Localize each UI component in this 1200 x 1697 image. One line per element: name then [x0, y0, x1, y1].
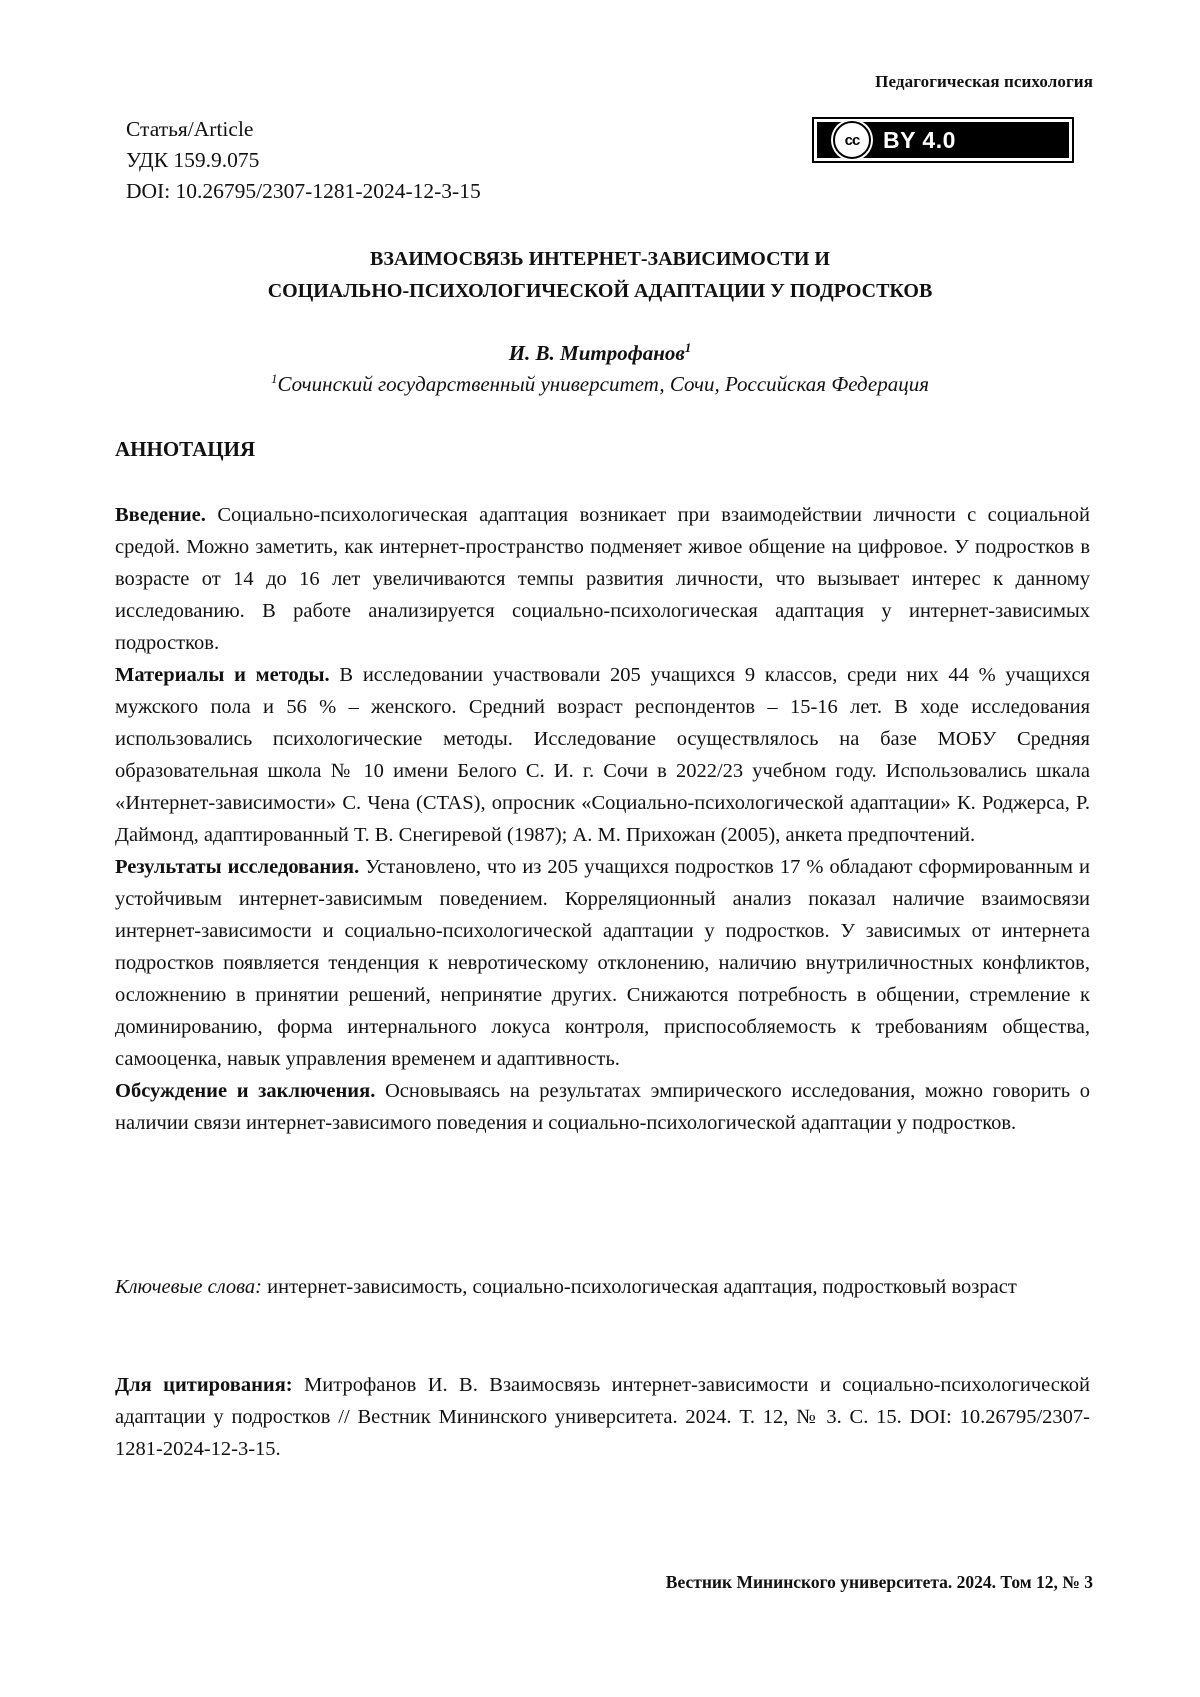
abstract-introduction — [115, 499, 1090, 659]
citation-label: Для цитирования: — [115, 1374, 293, 1396]
udc-code: УДК 159.9.075 — [126, 145, 481, 176]
citation-text: Митрофанов И. В. Взаимосвязь интернет-зависимости и социально-психологической адаптации у подростков // Вестник Мининского университета. 2024. Т. 12, № 3. С. 15. DOI: 10.26795/2307-1281-2024-12-3-15. — [115, 1374, 1090, 1460]
author — [110, 341, 1090, 366]
keywords — [115, 1271, 1090, 1303]
abstract-body — [115, 499, 1090, 1139]
license-text: BY 4.0 — [883, 127, 956, 154]
author-superscript: 1 — [685, 340, 692, 355]
author-name: И. В. Митрофанов — [509, 341, 685, 365]
title-line-2: СОЦИАЛЬНО-ПСИХОЛОГИЧЕСКОЙ АДАПТАЦИИ У ПОДРОСТКОВ — [110, 275, 1090, 307]
affiliation — [110, 372, 1090, 397]
discussion-text: Основываясь на результатах эмпирического исследования, можно говорить о наличии связи интернет-зависимого поведения и социально-психологической адаптации у подростков. — [115, 1080, 1090, 1134]
doi: DOI: 10.26795/2307-1281-2024-12-3-15 — [126, 176, 481, 207]
citation — [115, 1369, 1090, 1465]
article-page — [0, 0, 1200, 1697]
keywords-paragraph — [115, 1271, 1090, 1303]
section-header: Педагогическая психология — [875, 72, 1093, 92]
citation-paragraph — [115, 1369, 1090, 1465]
article-meta — [126, 114, 481, 207]
results-label: Результаты исследования. — [115, 856, 359, 878]
cc-license-inner — [817, 122, 1069, 158]
abstract-methods — [115, 659, 1090, 851]
cc-license-badge[interactable] — [812, 117, 1074, 163]
intro-text: Социально-психологическая адаптация возникает при взаимодействии личности с социальной средой. Можно заметить, как интернет-пространство подменяет живое общение на цифровое. У подростков в возрасте от 14 до 16 лет увеличиваются темпы развития личности, что вызывает интерес к данному исследованию. В работе анализируется социально-психологическая адаптация у интернет-зависимых подростков. — [115, 504, 1090, 654]
abstract-heading: АННОТАЦИЯ — [115, 437, 255, 462]
methods-text: В исследовании участвовали 205 учащихся 9 классов, среди них 44 % учащихся мужского пола и 56 % – женского. Средний возраст респондентов – 15-16 лет. В ходе исследования использовались психологические методы. Исследование осуществлялось на базе МОБУ Средняя образовательная школа № 10 имени Белого С. И. г. Сочи в 2022/23 учебном году. Использовались шкала «Интернет-зависимости» С. Чена (CTAS), опросник «Социально-психологической адаптации» К. Роджерса, Р. Даймонд, адаптированный Т. В. Снегиревой (1987); А. М. Прихожан (2005), анкета предпочтений. — [115, 664, 1090, 846]
keywords-text: интернет-зависимость, социально-психологическая адаптация, подростковый возраст — [267, 1276, 1017, 1298]
keywords-label: Ключевые слова: — [115, 1276, 262, 1298]
affiliation-superscript: 1 — [271, 371, 278, 386]
abstract-results — [115, 851, 1090, 1075]
affiliation-text: Сочинский государственный университет, Сочи, Российская Федерация — [278, 372, 929, 396]
results-text: Установлено, что из 205 учащихся подростков 17 % обладают сформированным и устойчивым интернет-зависимым поведением. Корреляционный анализ показал наличие взаимосвязи интернет-зависимости и социально-психологической адаптации у подростков. У зависимых от интернета подростков появляется тенденция к невротическому отклонению, наличию внутриличностных конфликтов, осложнению в принятии решений, непринятие других. Снижаются потребность в общении, стремление к доминированию, форма интернального локуса контроля, приспособляемость к требованиям общества, самооценка, навык управления временем и адаптивность. — [115, 856, 1090, 1070]
journal-footer: Вестник Мининского университета. 2024. Том 12, № 3 — [666, 1572, 1093, 1593]
discussion-label: Обсуждение и заключения. — [115, 1080, 375, 1102]
article-type: Статья/Article — [126, 114, 481, 145]
title-line-1: ВЗАИМОСВЯЗЬ ИНТЕРНЕТ-ЗАВИСИМОСТИ И — [110, 243, 1090, 275]
creative-commons-icon: cc — [833, 121, 871, 159]
intro-label: Введение. — [115, 504, 206, 526]
article-title — [110, 243, 1090, 307]
methods-label: Материалы и методы. — [115, 664, 330, 686]
abstract-discussion — [115, 1075, 1090, 1139]
